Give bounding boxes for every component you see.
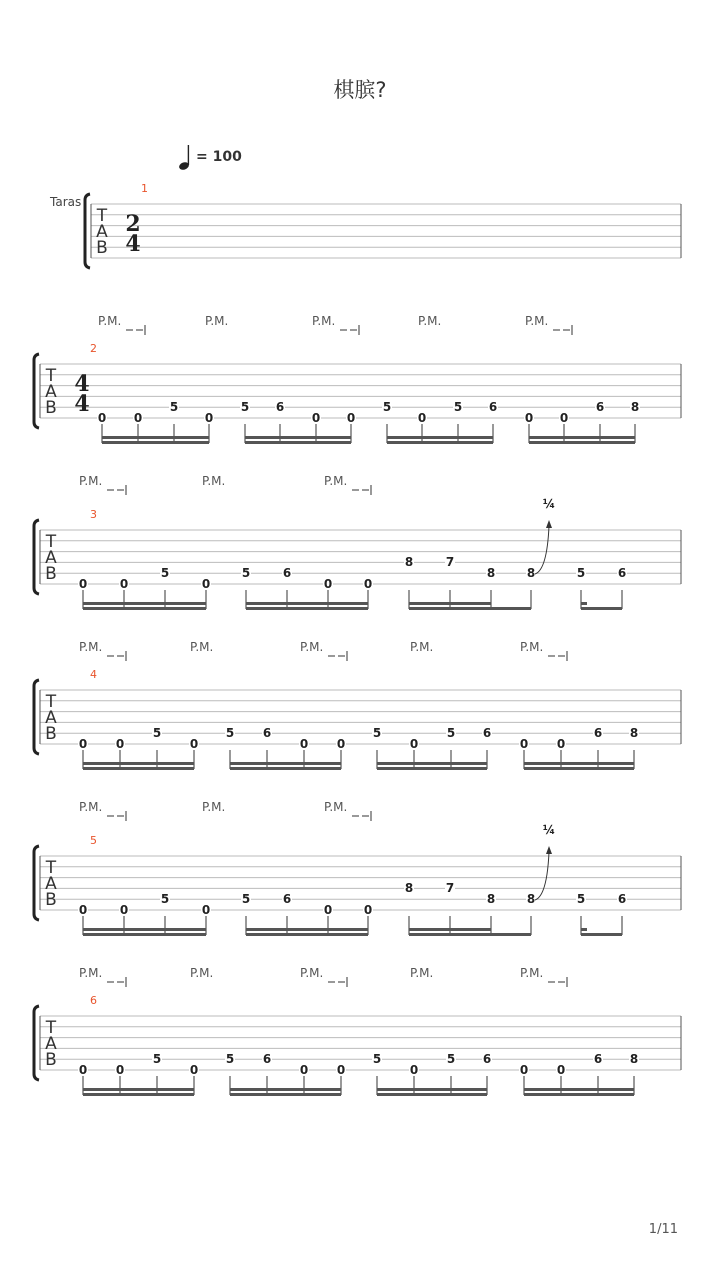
- tab-letter-t: T: [45, 692, 57, 712]
- beam: [83, 767, 194, 770]
- tab-letter-t: T: [96, 206, 108, 226]
- tab-letter-a: A: [45, 382, 57, 402]
- tab-letter-b: B: [45, 1050, 57, 1070]
- fret-number: 8: [629, 1052, 639, 1066]
- fret-number: 5: [382, 400, 392, 414]
- fret-number: 5: [241, 892, 251, 906]
- staff-system: [34, 520, 681, 594]
- system-bracket: [34, 1006, 39, 1080]
- fret-number: 6: [593, 1052, 603, 1066]
- measure-number: 2: [90, 342, 97, 355]
- staff-system: [34, 680, 681, 754]
- fret-number: 8: [404, 881, 414, 895]
- fret-number: 5: [453, 400, 463, 414]
- palm-mute-label: P.M.: [190, 966, 214, 980]
- tab-letter-a: A: [96, 222, 108, 242]
- palm-mute-label: P.M.: [98, 314, 122, 328]
- fret-number: 5: [169, 400, 179, 414]
- fret-number: 5: [372, 726, 382, 740]
- palm-mute-label: P.M.: [79, 966, 103, 980]
- fret-number: 5: [372, 1052, 382, 1066]
- fret-number: 6: [488, 400, 498, 414]
- bend-arrowhead: [546, 846, 552, 854]
- beam: [246, 928, 368, 931]
- palm-mute-label: P.M.: [312, 314, 336, 328]
- fret-number: 0: [556, 1063, 566, 1077]
- beam-group: [529, 424, 635, 444]
- fret-number: 7: [445, 881, 455, 895]
- measure-number: 5: [90, 834, 97, 847]
- beam: [245, 436, 351, 439]
- tab-letter-a: A: [45, 548, 57, 568]
- fret-number: 0: [336, 1063, 346, 1077]
- fret-number: 5: [446, 726, 456, 740]
- page-number: 1/11: [648, 1222, 678, 1237]
- beam: [246, 602, 368, 605]
- beam: [529, 441, 635, 444]
- fret-number: 0: [299, 1063, 309, 1077]
- tab-letter-t: T: [45, 858, 57, 878]
- fret-number: 0: [78, 577, 88, 591]
- beam: [387, 441, 493, 444]
- beam: [83, 607, 206, 610]
- beam: [581, 607, 622, 610]
- beam: [377, 767, 487, 770]
- beam: [83, 762, 194, 765]
- fret-number: 5: [576, 566, 586, 580]
- fret-number: 0: [201, 577, 211, 591]
- fret-number: 8: [526, 892, 536, 906]
- tempo-value: = 100: [196, 149, 242, 165]
- palm-mute-label: P.M.: [410, 966, 434, 980]
- beam: [83, 1093, 194, 1096]
- beam-group: [377, 750, 487, 770]
- fret-number: 5: [160, 566, 170, 580]
- tab-letter-a: A: [45, 708, 57, 728]
- beam: [524, 767, 634, 770]
- fret-number: 8: [486, 566, 496, 580]
- beam: [230, 762, 341, 765]
- bend-arrow: [535, 852, 549, 900]
- fret-number: 8: [404, 555, 414, 569]
- beam-group: [102, 424, 209, 444]
- time-signature-bottom: 4: [74, 391, 90, 417]
- tab-letter-b: B: [45, 890, 57, 910]
- fret-number: 0: [323, 903, 333, 917]
- beam: [524, 762, 634, 765]
- track-label: Taras: [50, 195, 82, 209]
- fret-number: 0: [78, 737, 88, 751]
- beam-group: [83, 916, 206, 936]
- system-bracket: [85, 194, 90, 268]
- beam: [387, 436, 493, 439]
- fret-number: 5: [446, 1052, 456, 1066]
- fret-number: 0: [417, 411, 427, 425]
- fret-number: 5: [241, 566, 251, 580]
- palm-mute-label: P.M.: [79, 474, 103, 488]
- tab-letter-b: B: [96, 238, 108, 258]
- tab-letter-b: B: [45, 398, 57, 418]
- beam: [409, 928, 491, 931]
- system-bracket: [34, 846, 39, 920]
- system-bracket: [34, 354, 39, 428]
- beam: [377, 1088, 487, 1091]
- fret-number: 0: [363, 903, 373, 917]
- palm-mute-label: P.M.: [525, 314, 549, 328]
- beam: [83, 933, 206, 936]
- tab-letter-a: A: [45, 874, 57, 894]
- fret-number: 6: [482, 726, 492, 740]
- palm-mute-label: P.M.: [520, 640, 544, 654]
- fret-number: 0: [409, 737, 419, 751]
- beam: [377, 762, 487, 765]
- palm-mute-label: P.M.: [300, 966, 324, 980]
- fret-number: 6: [282, 566, 292, 580]
- beam: [230, 1088, 341, 1091]
- fret-number: 8: [630, 400, 640, 414]
- beam: [102, 441, 209, 444]
- beam: [524, 1088, 634, 1091]
- time-signature-bottom: 4: [125, 231, 141, 257]
- fret-number: 0: [115, 1063, 125, 1077]
- beam: [83, 602, 206, 605]
- fret-number: 0: [311, 411, 321, 425]
- fret-number: 0: [133, 411, 143, 425]
- fret-number: 6: [617, 892, 627, 906]
- time-signature-top: 4: [74, 371, 90, 397]
- fret-number: 0: [78, 903, 88, 917]
- fret-number: 0: [363, 577, 373, 591]
- beam: [377, 1093, 487, 1096]
- bend-label: ¼: [542, 497, 556, 511]
- system-bracket: [34, 520, 39, 594]
- fret-number: 0: [204, 411, 214, 425]
- fret-number: 0: [115, 737, 125, 751]
- fret-number: 6: [262, 1052, 272, 1066]
- beam: [409, 607, 531, 610]
- beam: [230, 1093, 341, 1096]
- palm-mute-label: P.M.: [410, 640, 434, 654]
- fret-number: 6: [617, 566, 627, 580]
- beam-group: [524, 750, 634, 770]
- fret-number: 0: [556, 737, 566, 751]
- fret-number: 0: [346, 411, 356, 425]
- fret-number: 0: [524, 411, 534, 425]
- fret-number: 8: [629, 726, 639, 740]
- measure-number: 4: [90, 668, 97, 681]
- measure-number: 3: [90, 508, 97, 521]
- time-signature-top: 2: [125, 211, 141, 237]
- staff-system: [85, 194, 681, 268]
- measure-number: 1: [141, 182, 148, 195]
- beam: [246, 607, 368, 610]
- palm-mute-label: P.M.: [300, 640, 324, 654]
- tab-letter-a: A: [45, 1034, 57, 1054]
- beam-group: [83, 590, 206, 610]
- tab-letter-b: B: [45, 724, 57, 744]
- fret-number: 0: [409, 1063, 419, 1077]
- beam-group: [524, 1076, 634, 1096]
- fret-number: 6: [482, 1052, 492, 1066]
- tab-letter-t: T: [45, 1018, 57, 1038]
- tab-letter-t: T: [45, 366, 57, 386]
- fret-number: 5: [225, 726, 235, 740]
- bend-arrow: [535, 526, 549, 574]
- beam: [246, 933, 368, 936]
- fret-number: 0: [299, 737, 309, 751]
- fret-number: 5: [225, 1052, 235, 1066]
- fret-number: 0: [189, 737, 199, 751]
- beam: [524, 1093, 634, 1096]
- palm-mute-label: P.M.: [324, 800, 348, 814]
- fret-number: 0: [119, 903, 129, 917]
- palm-mute-label: P.M.: [79, 640, 103, 654]
- fret-number: 8: [526, 566, 536, 580]
- palm-mute-label: P.M.: [202, 474, 226, 488]
- fret-number: 6: [595, 400, 605, 414]
- beam: [409, 933, 531, 936]
- fret-number: 6: [593, 726, 603, 740]
- beam-group: [581, 916, 622, 936]
- fret-number: 0: [119, 577, 129, 591]
- beam-group: [230, 1076, 341, 1096]
- fret-number: 0: [97, 411, 107, 425]
- beam-group: [246, 916, 368, 936]
- beam: [529, 436, 635, 439]
- fret-number: 8: [486, 892, 496, 906]
- measure-number: 6: [90, 994, 97, 1007]
- fret-number: 0: [519, 737, 529, 751]
- fret-number: 7: [445, 555, 455, 569]
- beam: [83, 928, 206, 931]
- fret-number: 0: [201, 903, 211, 917]
- palm-mute-label: P.M.: [202, 800, 226, 814]
- palm-mute-label: P.M.: [520, 966, 544, 980]
- beam-group: [245, 424, 351, 444]
- bend-arrowhead: [546, 520, 552, 528]
- fret-number: 0: [519, 1063, 529, 1077]
- staff-system: [34, 1006, 681, 1080]
- system-bracket: [34, 680, 39, 754]
- palm-mute-label: P.M.: [79, 800, 103, 814]
- fret-number: 6: [262, 726, 272, 740]
- fret-number: 0: [323, 577, 333, 591]
- tab-letter-b: B: [45, 564, 57, 584]
- beam-group: [581, 590, 622, 610]
- fret-number: 0: [559, 411, 569, 425]
- beam-group: [246, 590, 368, 610]
- fret-number: 5: [152, 726, 162, 740]
- palm-mute-label: P.M.: [190, 640, 214, 654]
- fret-number: 5: [240, 400, 250, 414]
- fret-number: 0: [336, 737, 346, 751]
- beam-group: [409, 916, 531, 936]
- palm-mute-label: P.M.: [418, 314, 442, 328]
- fret-number: 5: [160, 892, 170, 906]
- fret-number: 6: [282, 892, 292, 906]
- beam: [102, 436, 209, 439]
- staff-system: [34, 846, 681, 920]
- palm-mute-label: P.M.: [205, 314, 229, 328]
- tab-letter-t: T: [45, 532, 57, 552]
- beam: [581, 928, 587, 931]
- beam-group: [83, 750, 194, 770]
- page-title: 棋膑?: [333, 78, 387, 102]
- beam: [230, 767, 341, 770]
- beam: [409, 602, 491, 605]
- beam: [245, 441, 351, 444]
- fret-number: 5: [152, 1052, 162, 1066]
- beam-group: [409, 590, 531, 610]
- beam-group: [230, 750, 341, 770]
- beam: [581, 602, 587, 605]
- fret-number: 0: [78, 1063, 88, 1077]
- fret-number: 6: [275, 400, 285, 414]
- beam-group: [377, 1076, 487, 1096]
- fret-number: 0: [189, 1063, 199, 1077]
- beam: [581, 933, 622, 936]
- fret-number: 5: [576, 892, 586, 906]
- staff-system: [34, 354, 681, 428]
- palm-mute-label: P.M.: [324, 474, 348, 488]
- beam-group: [387, 424, 493, 444]
- bend-label: ¼: [542, 823, 556, 837]
- beam-group: [83, 1076, 194, 1096]
- beam: [83, 1088, 194, 1091]
